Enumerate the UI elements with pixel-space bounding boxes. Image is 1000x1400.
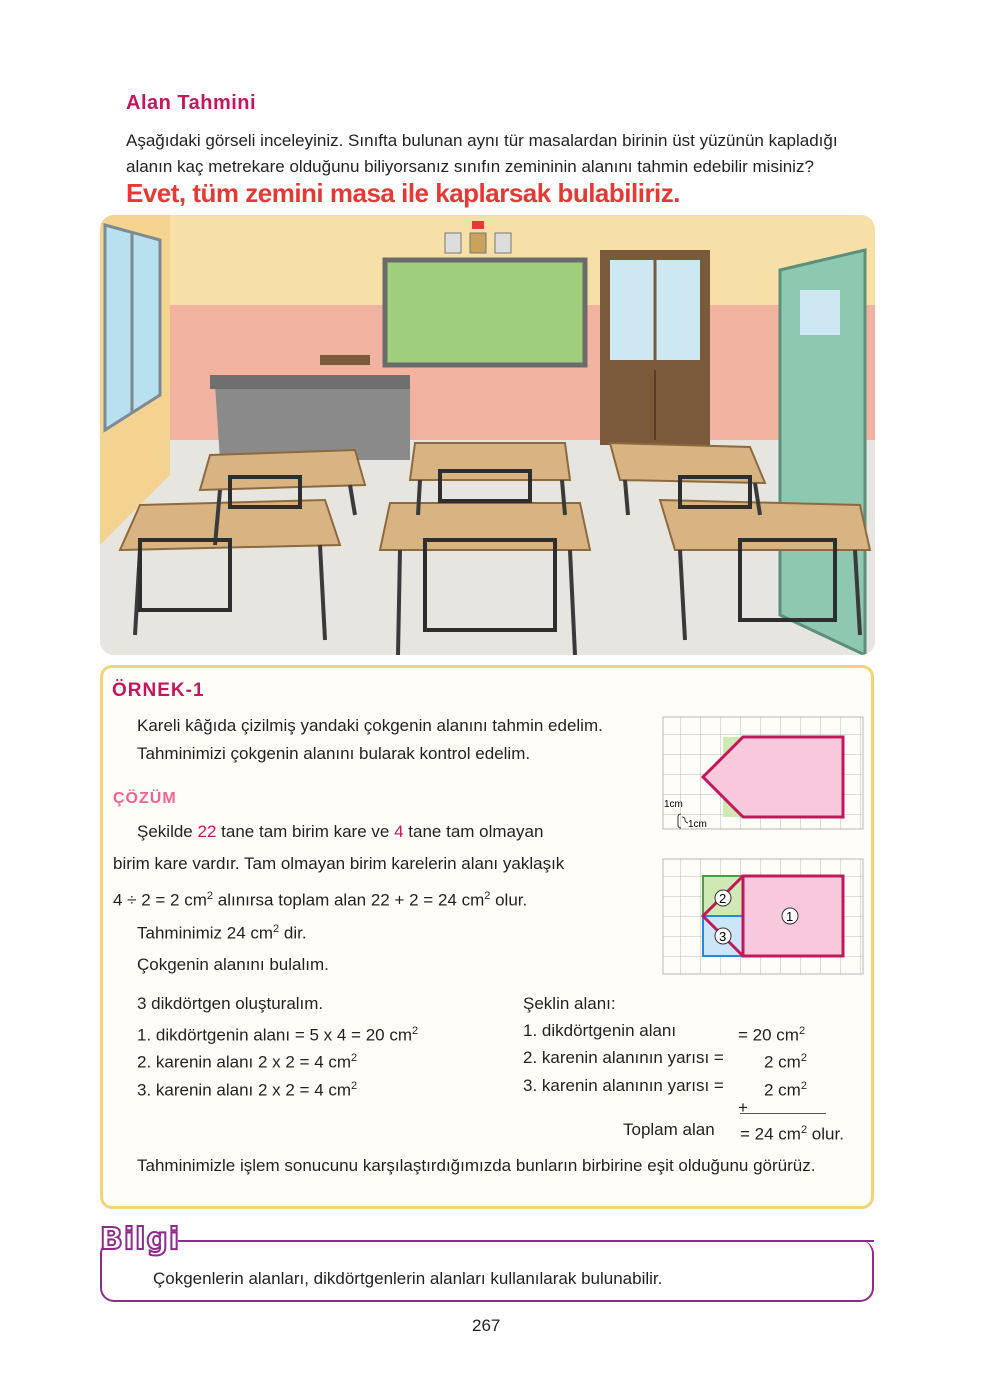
solution-line-2: birim kare vardır. Tam olmayan birim karelerin alanı yaklaşık	[113, 854, 565, 873]
right-3-label: 3. karenin alanının yarısı =	[523, 1076, 724, 1095]
sup: 2	[351, 1052, 358, 1064]
sup: 2	[484, 890, 491, 902]
right-1-label: 1. dikdörtgenin alanı	[523, 1021, 677, 1040]
sup: 2	[800, 1124, 808, 1136]
sup: 2	[206, 890, 214, 902]
unit-label-v: 1cm	[688, 819, 707, 830]
info-text: Çokgenlerin alanları, dikdörtgenlerin alanları kullanılarak bulunabilir.	[153, 1269, 663, 1288]
sol-text-a: Şekilde	[137, 822, 193, 841]
region-label-2: 2	[719, 891, 727, 906]
section-title: Alan Tahmini	[126, 92, 257, 114]
right-2-label: 2. karenin alanının yarısı =	[523, 1048, 724, 1067]
example-title: ÖRNEK-1	[112, 680, 205, 701]
sup: 2	[351, 1080, 358, 1092]
classroom-illustration	[100, 215, 875, 655]
sol3-c: olur.	[490, 890, 528, 910]
region-label-3: 3	[719, 929, 727, 944]
polygon-grid-figure	[660, 714, 865, 834]
l3: 3. karenin alanı 2 x 2 = 4 cm	[137, 1080, 352, 1100]
l2: 2. karenin alanı 2 x 2 = 4 cm	[137, 1052, 352, 1072]
left-head: 3 dikdörtgen oluşturalım.	[137, 994, 324, 1013]
plus-sign: +	[738, 1098, 748, 1117]
sup: 2	[412, 1025, 419, 1037]
est-b: dir.	[279, 923, 307, 943]
sup: 2	[273, 923, 280, 935]
solution-title: ÇÖZÜM	[113, 790, 177, 807]
intro-text: Aşağıdaki görseli inceleyiniz. Sınıfta bulunan aynı tür masalardan birinin üst yüzünün kapladığı alanın kaç metrekare olduğunu biliyorsanız sınıfın zemininin alanını tahmin edebilir misiniz?	[126, 131, 838, 176]
right-head: Şeklin alanı:	[523, 994, 616, 1013]
handwritten-answer: Evet, tüm zemini masa ile kaplarsak bulabiliriz.	[126, 178, 681, 208]
estimate-line	[137, 915, 307, 948]
page-number: 267	[472, 1316, 501, 1335]
sol3-a: 4 ÷ 2 = 2 cm	[113, 890, 207, 910]
r3v: 2 cm	[764, 1080, 801, 1100]
partial-square-count: 4	[394, 822, 404, 841]
conclusion: Tahminimizle işlem sonucunu karşılaştırdığımızda bunların birbirine eşit olduğunu görürüz.	[137, 1156, 816, 1175]
sum-rule	[740, 1113, 826, 1114]
total-value	[740, 1116, 844, 1149]
tv-b: olur.	[807, 1124, 844, 1144]
sup: 2	[800, 1080, 807, 1092]
unit-label-h: 1cm	[664, 799, 683, 810]
l1: 1. dikdörtgenin alanı = 5 x 4 = 20 cm	[137, 1025, 413, 1045]
left-line-3	[137, 1072, 357, 1105]
find-line: Çokgenin alanını bulalım.	[137, 955, 329, 974]
r2v: 2 cm	[764, 1052, 801, 1072]
intro-paragraph	[126, 128, 876, 210]
solution-line-1	[137, 818, 543, 846]
sup: 2	[798, 1025, 806, 1037]
region-label-1: 1	[786, 909, 794, 924]
right-3-value	[764, 1072, 807, 1105]
decomposed-grid-figure	[660, 856, 865, 976]
sol3-b: alınırsa toplam alan 22 + 2 = 24 cm	[213, 890, 485, 910]
full-square-count: 22	[197, 822, 217, 841]
info-top-rule	[178, 1240, 874, 1242]
sup: 2	[800, 1052, 807, 1064]
info-title: Bilgi	[100, 1222, 181, 1257]
sol-text-c: tane tam olmayan	[408, 822, 544, 841]
solution-line-3	[113, 882, 527, 915]
sol-text-b: tane tam birim kare ve	[221, 822, 390, 841]
tv-a: = 24 cm	[740, 1124, 801, 1144]
est-a: Tahminimiz 24 cm	[137, 923, 274, 943]
r1v: = 20 cm	[738, 1025, 799, 1045]
example-text: Kareli kâğıda çizilmiş yandaki çokgenin alanını tahmin edelim. Tahminimizi çokgenin alanını bularak kontrol edelim.	[137, 716, 603, 763]
total-label: Toplam alan	[623, 1120, 715, 1139]
